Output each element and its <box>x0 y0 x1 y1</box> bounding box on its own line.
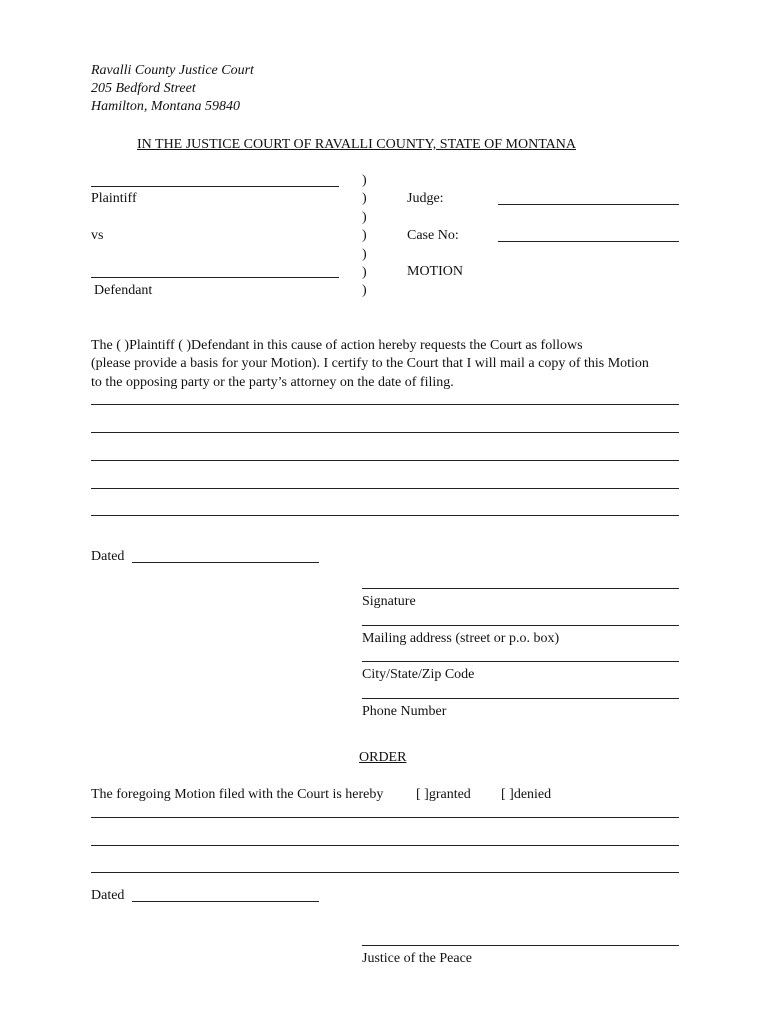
order-line[interactable] <box>91 845 679 846</box>
caption-paren: ) <box>362 247 367 262</box>
case-no-label: Case No: <box>407 228 459 243</box>
court-street: 205 Bedford Street <box>91 81 196 96</box>
court-city: Hamilton, Montana 59840 <box>91 99 240 114</box>
caption-paren: ) <box>362 228 367 243</box>
motion-basis-line[interactable] <box>91 432 679 433</box>
order-title: ORDER <box>359 750 407 765</box>
request-line-1: The ( )Plaintiff ( )Defendant in this cause of action hereby requests the Court as follows <box>91 338 583 353</box>
plaintiff-label: Plaintiff <box>91 191 137 206</box>
vs-label: vs <box>91 228 104 243</box>
city-state-zip-line[interactable] <box>362 661 679 662</box>
phone-number-label: Phone Number <box>362 704 447 719</box>
city-state-zip-label: City/State/Zip Code <box>362 667 475 682</box>
caption-paren: ) <box>362 210 367 225</box>
signature-label: Signature <box>362 594 416 609</box>
mailing-address-label: Mailing address (street or p.o. box) <box>362 631 560 646</box>
motion-basis-line[interactable] <box>91 515 679 516</box>
request-line-3: to the opposing party or the party’s attorney on the date of filing. <box>91 375 454 390</box>
signature-line[interactable] <box>362 588 679 589</box>
granted-option[interactable]: [ ]granted <box>416 787 471 802</box>
motion-basis-line[interactable] <box>91 404 679 405</box>
plaintiff-name-line[interactable] <box>91 186 339 187</box>
defendant-label: Defendant <box>94 283 153 298</box>
denied-option[interactable]: [ ]denied <box>501 787 552 802</box>
order-dated-field-line[interactable] <box>132 901 319 902</box>
caption-paren: ) <box>362 173 367 188</box>
motion-basis-line[interactable] <box>91 488 679 489</box>
order-line[interactable] <box>91 817 679 818</box>
defendant-name-line[interactable] <box>91 277 339 278</box>
phone-number-line[interactable] <box>362 698 679 699</box>
court-name: Ravalli County Justice Court <box>91 63 254 78</box>
motion-label: MOTION <box>407 264 463 279</box>
order-dated-label: Dated <box>91 888 125 903</box>
caption-paren: ) <box>362 191 367 206</box>
dated-label: Dated <box>91 549 125 564</box>
mailing-address-line[interactable] <box>362 625 679 626</box>
order-line[interactable] <box>91 872 679 873</box>
dated-field-line[interactable] <box>132 562 319 563</box>
justice-label: Justice of the Peace <box>362 951 473 966</box>
case-no-field-line[interactable] <box>498 241 679 242</box>
caption-paren: ) <box>362 283 367 298</box>
judge-label: Judge: <box>407 191 444 206</box>
justice-signature-line[interactable] <box>362 945 679 946</box>
motion-basis-line[interactable] <box>91 460 679 461</box>
request-line-2: (please provide a basis for your Motion). I certify to the Court that I will mail a copy of this Motion <box>91 356 649 371</box>
court-heading: IN THE JUSTICE COURT OF RAVALLI COUNTY, STATE OF MONTANA <box>137 137 576 152</box>
order-statement: The foregoing Motion filed with the Court is hereby <box>91 787 384 802</box>
judge-field-line[interactable] <box>498 204 679 205</box>
caption-paren: ) <box>362 265 367 280</box>
